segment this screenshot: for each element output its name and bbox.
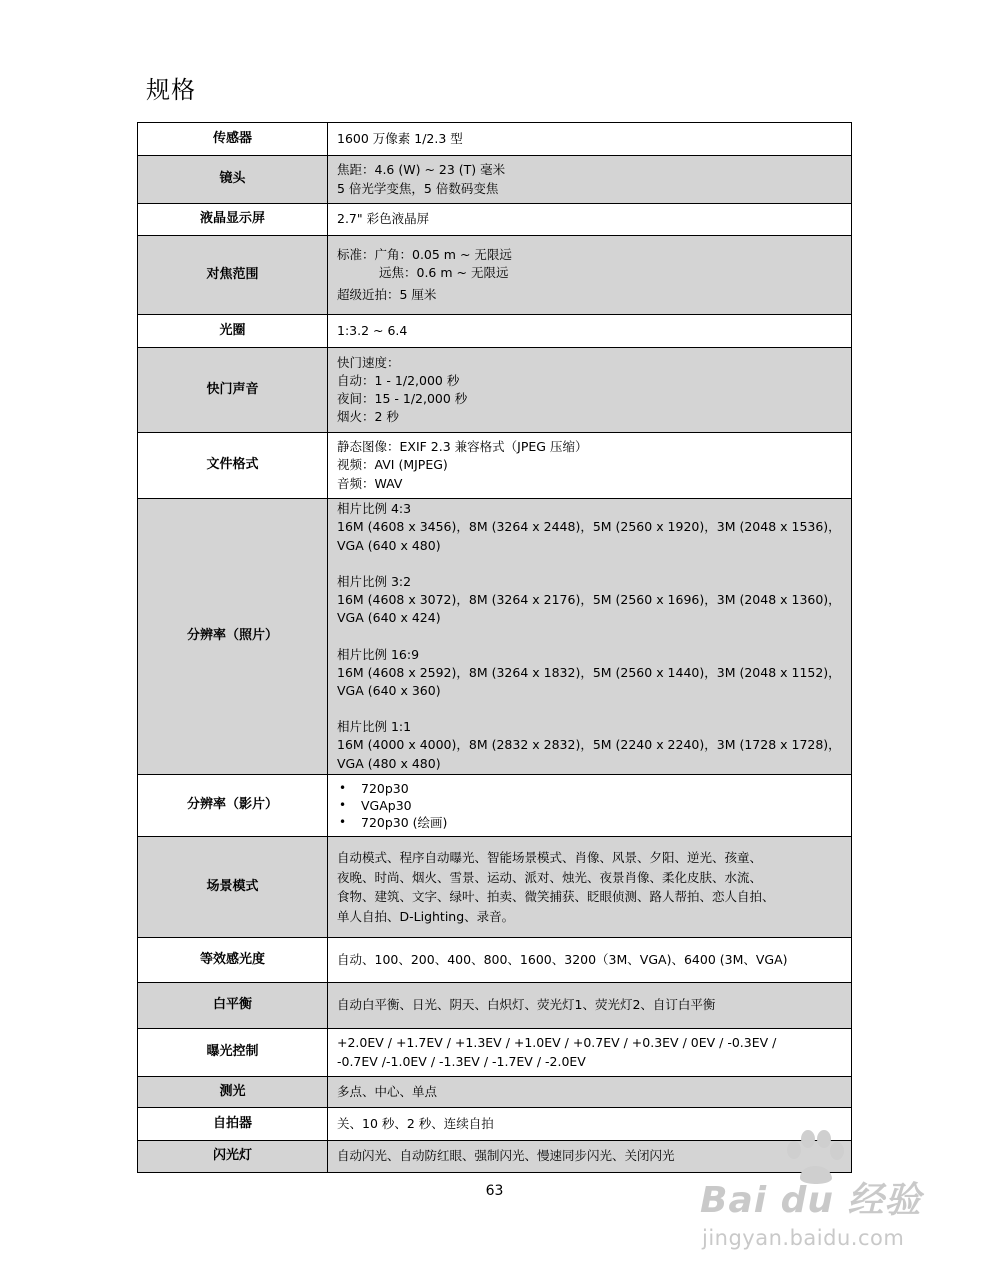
- value-line: 多点、中心、单点: [337, 1083, 438, 1099]
- value-line: +2.0EV / +1.7EV / +1.3EV / +1.0EV / +0.7EV / +0.3EV / 0EV / -0.3EV /: [337, 1035, 777, 1051]
- watermark-url: jingyan.baidu.com: [702, 1226, 905, 1250]
- row-value: [328, 837, 852, 938]
- value-line: 16M (4608 x 2592)，8M (3264 x 1832)，5M (2560 x 1440)，3M (2048 x 1152)，: [337, 664, 841, 680]
- spacer: [337, 555, 847, 573]
- value-line: 相片比例 3:2: [337, 573, 412, 589]
- row-white-balance: [138, 983, 852, 1029]
- value-line: 自动白平衡、日光、阴天、白炽灯、荧光灯1、荧光灯2、自订白平衡: [337, 997, 716, 1013]
- value-line: 相片比例 16:9: [337, 646, 420, 662]
- value-line: 远焦：0.6 m ~ 无限远: [379, 264, 509, 280]
- row-label: 分辨率（照片）: [138, 499, 328, 775]
- value-line: 音频：WAV: [337, 475, 403, 491]
- row-label: 传感器: [138, 123, 328, 156]
- watermark: [700, 1130, 970, 1260]
- value-line: 单人自拍、D-Lighting、录音。: [337, 908, 515, 924]
- row-lens: [138, 156, 852, 204]
- row-iso: [138, 938, 852, 983]
- value-line: 自动闪光、自动防红眼、强制闪光、慢速同步闪光、关闭闪光: [337, 1148, 675, 1164]
- row-label: 对焦范围: [138, 236, 328, 315]
- value-line: 标准：广角：0.05 m ~ 无限远: [337, 246, 512, 262]
- value-line: 5 倍光学变焦，5 倍数码变焦: [337, 180, 499, 196]
- row-resolution-photo: [138, 499, 852, 775]
- row-label: 自拍器: [138, 1108, 328, 1141]
- row-label: 测光: [138, 1077, 328, 1108]
- row-label: 光圈: [138, 315, 328, 348]
- row-aperture: [138, 315, 852, 348]
- value-line: VGA (640 x 480): [337, 537, 441, 553]
- value-line: -0.7EV /-1.0EV / -1.3EV / -1.7EV / -2.0EV: [337, 1053, 586, 1069]
- row-value: [328, 315, 852, 348]
- value-line: 自动：1 - 1/2,000 秒: [337, 372, 460, 388]
- value-line: 视频：AVI (MJPEG): [337, 457, 448, 473]
- row-value: [328, 433, 852, 499]
- value-line: 1600 万像素 1/2.3 型: [337, 130, 463, 146]
- row-value: [328, 123, 852, 156]
- row-value: [328, 938, 852, 983]
- row-file-format: [138, 433, 852, 499]
- value-line: 超级近拍：5 厘米: [337, 287, 437, 303]
- list-item: • 720p30: [361, 780, 847, 797]
- row-label: 快门声音: [138, 348, 328, 433]
- spec-table: [137, 122, 852, 1173]
- movie-resolution-list: [337, 780, 847, 831]
- row-sensor: [138, 123, 852, 156]
- value-line: VGA (640 x 360): [337, 682, 441, 698]
- value-line: 自动、100、200、400、800、1600、3200（3M、VGA)、6400 (3M、VGA): [337, 951, 788, 967]
- row-resolution-movie: [138, 775, 852, 837]
- row-label: 场景模式: [138, 837, 328, 938]
- value-line: 食物、建筑、文字、绿叶、拍卖、微笑捕获、眨眼侦测、路人帮拍、恋人自拍、: [337, 889, 775, 904]
- value-line: 夜晚、时尚、烟火、雪景、运动、派对、烛光、夜景肖像、柔化皮肤、水流、: [337, 869, 763, 885]
- row-value: [328, 983, 852, 1029]
- spacer: [337, 700, 847, 718]
- row-value: [328, 499, 852, 775]
- list-item: • VGAp30: [361, 797, 847, 814]
- row-label: 闪光灯: [138, 1141, 328, 1173]
- value-line: 快门速度：: [337, 354, 400, 370]
- value-line: 关、10 秒、2 秒、连续自拍: [337, 1115, 494, 1131]
- value-line: 静态图像：EXIF 2.3 兼容格式（JPEG 压缩）: [337, 439, 588, 455]
- row-label: 液晶显示屏: [138, 204, 328, 236]
- row-exposure: [138, 1029, 852, 1077]
- value-line: 16M (4608 x 3456)，8M (3264 x 2448)，5M (2560 x 1920)，3M (2048 x 1536)，: [337, 519, 841, 535]
- row-label: 镜头: [138, 156, 328, 204]
- row-value: [328, 1077, 852, 1108]
- page-title: 规格: [146, 76, 196, 104]
- row-label: 分辨率（影片）: [138, 775, 328, 837]
- page-number: 63: [485, 1183, 504, 1199]
- value-line: 相片比例 4:3: [337, 501, 412, 517]
- value-line: 烟火：2 秒: [337, 409, 399, 425]
- value-line: 1:3.2 ~ 6.4: [337, 322, 408, 338]
- value-line: VGA (480 x 480): [337, 755, 441, 771]
- row-label: 曝光控制: [138, 1029, 328, 1077]
- row-metering: [138, 1077, 852, 1108]
- row-shutter: [138, 348, 852, 433]
- row-label: 文件格式: [138, 433, 328, 499]
- row-label: 等效感光度: [138, 938, 328, 983]
- row-label: 白平衡: [138, 983, 328, 1029]
- row-value: [328, 236, 852, 315]
- value-line: VGA (640 x 424): [337, 610, 441, 626]
- list-item: • 720p30 (绘画): [361, 814, 847, 831]
- value-line: 16M (4608 x 3072)，8M (3264 x 2176)，5M (2560 x 1696)，3M (2048 x 1360)，: [337, 592, 841, 608]
- value-line: 相片比例 1:1: [337, 719, 412, 735]
- row-focus: [138, 236, 852, 315]
- spacer: [337, 628, 847, 646]
- row-value: [328, 775, 852, 837]
- row-value: [328, 1029, 852, 1077]
- value-line: 16M (4000 x 4000)，8M (2832 x 2832)，5M (2240 x 2240)，3M (1728 x 1728)，: [337, 737, 841, 753]
- row-lcd: [138, 204, 852, 236]
- watermark-brand: Bai du 经验: [700, 1180, 922, 1221]
- value-line: 自动模式、程序自动曝光、智能场景模式、肖像、风景、夕阳、逆光、孩童、: [337, 850, 763, 865]
- value-line: 焦距：4.6 (W) ~ 23 (T) 毫米: [337, 162, 506, 178]
- row-scene: [138, 837, 852, 938]
- row-value: [328, 348, 852, 433]
- row-value: [328, 204, 852, 236]
- value-line: 2.7" 彩色液晶屏: [337, 211, 430, 227]
- row-value: [328, 156, 852, 204]
- value-line: 夜间：15 - 1/2,000 秒: [337, 391, 468, 406]
